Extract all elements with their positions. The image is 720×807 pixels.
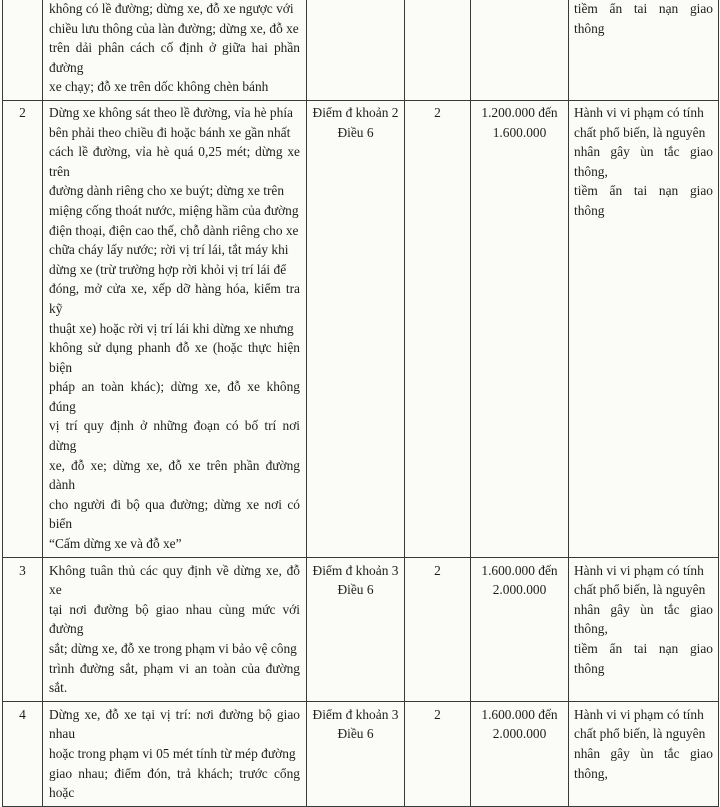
desc-line: đóng, mở cửa xe, xếp dỡ hàng hóa, kiểm tra kỹ [49,281,300,316]
desc-line: xe chạy; đỗ xe trên dốc không chèn bánh [49,79,269,95]
reason-text [569,557,719,701]
table-row [3,557,719,701]
reason-text [569,701,719,806]
penalty-multiplier [405,701,471,806]
desc-line: hoặc trong phạm vi 05 mét tính từ mép đường [49,745,296,761]
row-number-text: 3 [19,562,26,578]
legal-reference [307,557,405,701]
desc-line: dừng xe (trừ trường hợp rời khỏi vị trí lái để [49,261,287,277]
row-number [3,701,43,806]
table-row [3,100,719,557]
table-row [3,0,719,100]
desc-line: chiều lưu thông của làn đường; dừng xe, đỗ xe [49,20,299,36]
desc-line: tại nơi đường bộ giao nhau cùng mức với đường [49,601,300,637]
reason-text [569,0,719,100]
violation-description [43,0,307,100]
desc-line: sắt; dừng xe, đỗ xe trong phạm vi bảo vệ công [49,641,297,656]
desc-line: trên dải phân cách cố định ở giữa hai phần đường [49,40,300,75]
desc-line: bên phải theo chiều đi hoặc bánh xe gần nhất [49,124,291,140]
row-number-text: 4 [19,706,26,722]
reason-line: tiềm ẩn tai nạn giao thông [574,183,713,218]
desc-line: trình đường sắt, phạm vi an toàn của đường sắt. [49,660,300,696]
desc-line: “Cấm dừng xe và đỗ xe” [49,536,182,552]
desc-line: không có lề đường; dừng xe, đỗ xe ngược với [49,1,294,16]
desc-line: giao nhau; điểm đón, trả khách; trước cổng hoặc [49,765,300,801]
desc-line: điện thoại, điện cao thế, chỗ dành riêng cho xe [49,222,299,238]
desc-line: Không tuân thủ các quy định về dừng xe, đỗ xe [49,562,300,598]
reason-line: chất phổ biến, là nguyên [574,124,706,140]
fine-line: 2.000.000 [492,582,547,598]
reason-line: Hành vi vi phạm có tính [574,706,704,722]
penalty-multiplier [405,0,471,100]
fine-line: 1.600.000 đến [481,562,558,578]
row-number [3,100,43,557]
legal-reference [307,0,405,100]
dieu-line: Điểm đ khoản 3 [312,562,399,578]
legal-reference [307,701,405,806]
reason-line: nhân gây ùn tắc giao thông, [574,144,713,179]
violation-table [2,0,719,807]
desc-line: miệng cống thoát nước, miệng hầm của đường [49,202,299,218]
penalty-multiplier [405,557,471,701]
desc-line: chữa cháy lấy nước; rời vị trí lái, tắt máy khi [49,242,289,258]
reason-line: tiềm ẩn tai nạn giao thông [574,1,713,36]
row-number-text: 2 [19,104,26,120]
violation-description [43,557,307,701]
desc-line: Dừng xe không sát theo lề đường, vỉa hè phía [49,104,293,120]
fine-line: 1.600.000 [492,124,547,140]
desc-line: đường dành riêng cho xe buýt; dừng xe trên [49,183,285,199]
row-number [3,0,43,100]
reason-text [569,100,719,557]
fine-amount [471,557,569,701]
reason-line: Hành vi vi phạm có tính [574,562,704,578]
table-row [3,701,719,806]
dieu-line: Điều 6 [337,124,374,140]
desc-line: pháp an toàn khác); dừng xe, đỗ xe không đúng [49,379,300,414]
legal-reference [307,100,405,557]
desc-line: không sử dụng phanh đỗ xe (hoặc thực hiện biện [49,340,300,375]
fine-line: 1.200.000 đến [481,104,558,120]
reason-line: Hành vi vi phạm có tính [574,104,704,120]
violation-description [43,100,307,557]
desc-line: thuật xe) hoặc rời vị trí lái khi dừng xe nhưng [49,320,294,336]
reason-line: chất phổ biến, là nguyên [574,582,706,598]
penalty-multiplier-text: 2 [434,706,441,722]
desc-line: cho người đi bộ qua đường; dừng xe nơi có biển [49,496,300,532]
reason-line: chất phổ biến, là nguyên [574,726,706,742]
reason-line: tiềm ẩn tai nạn giao thông [574,641,713,676]
penalty-multiplier [405,100,471,557]
reason-line: nhân gây ùn tắc giao thông, [574,745,713,781]
dieu-line: Điều 6 [337,726,374,742]
fine-amount [471,701,569,806]
dieu-line: Điểm đ khoản 3 [312,706,399,722]
penalty-multiplier-text: 2 [434,104,441,120]
violation-description [43,701,307,806]
reason-line: nhân gây ùn tắc giao thông, [574,601,713,637]
desc-line: cách lề đường, vỉa hè quá 0,25 mét; dừng xe trên [49,144,300,179]
fine-amount [471,100,569,557]
desc-line: vị trí quy định ở những đoạn có bố trí nơi dừng [49,418,300,454]
fine-amount [471,0,569,100]
fine-line: 1.600.000 đến [481,706,558,722]
row-number [3,557,43,701]
dieu-line: Điểm đ khoản 2 [312,104,399,120]
fine-line: 2.000.000 [492,726,547,742]
desc-line: Dừng xe, đỗ xe tại vị trí: nơi đường bộ giao nhau [49,706,300,742]
dieu-line: Điều 6 [337,582,374,598]
desc-line: xe, đỗ xe; dừng xe, đỗ xe trên phần đường dành [49,457,300,493]
penalty-multiplier-text: 2 [434,562,441,578]
